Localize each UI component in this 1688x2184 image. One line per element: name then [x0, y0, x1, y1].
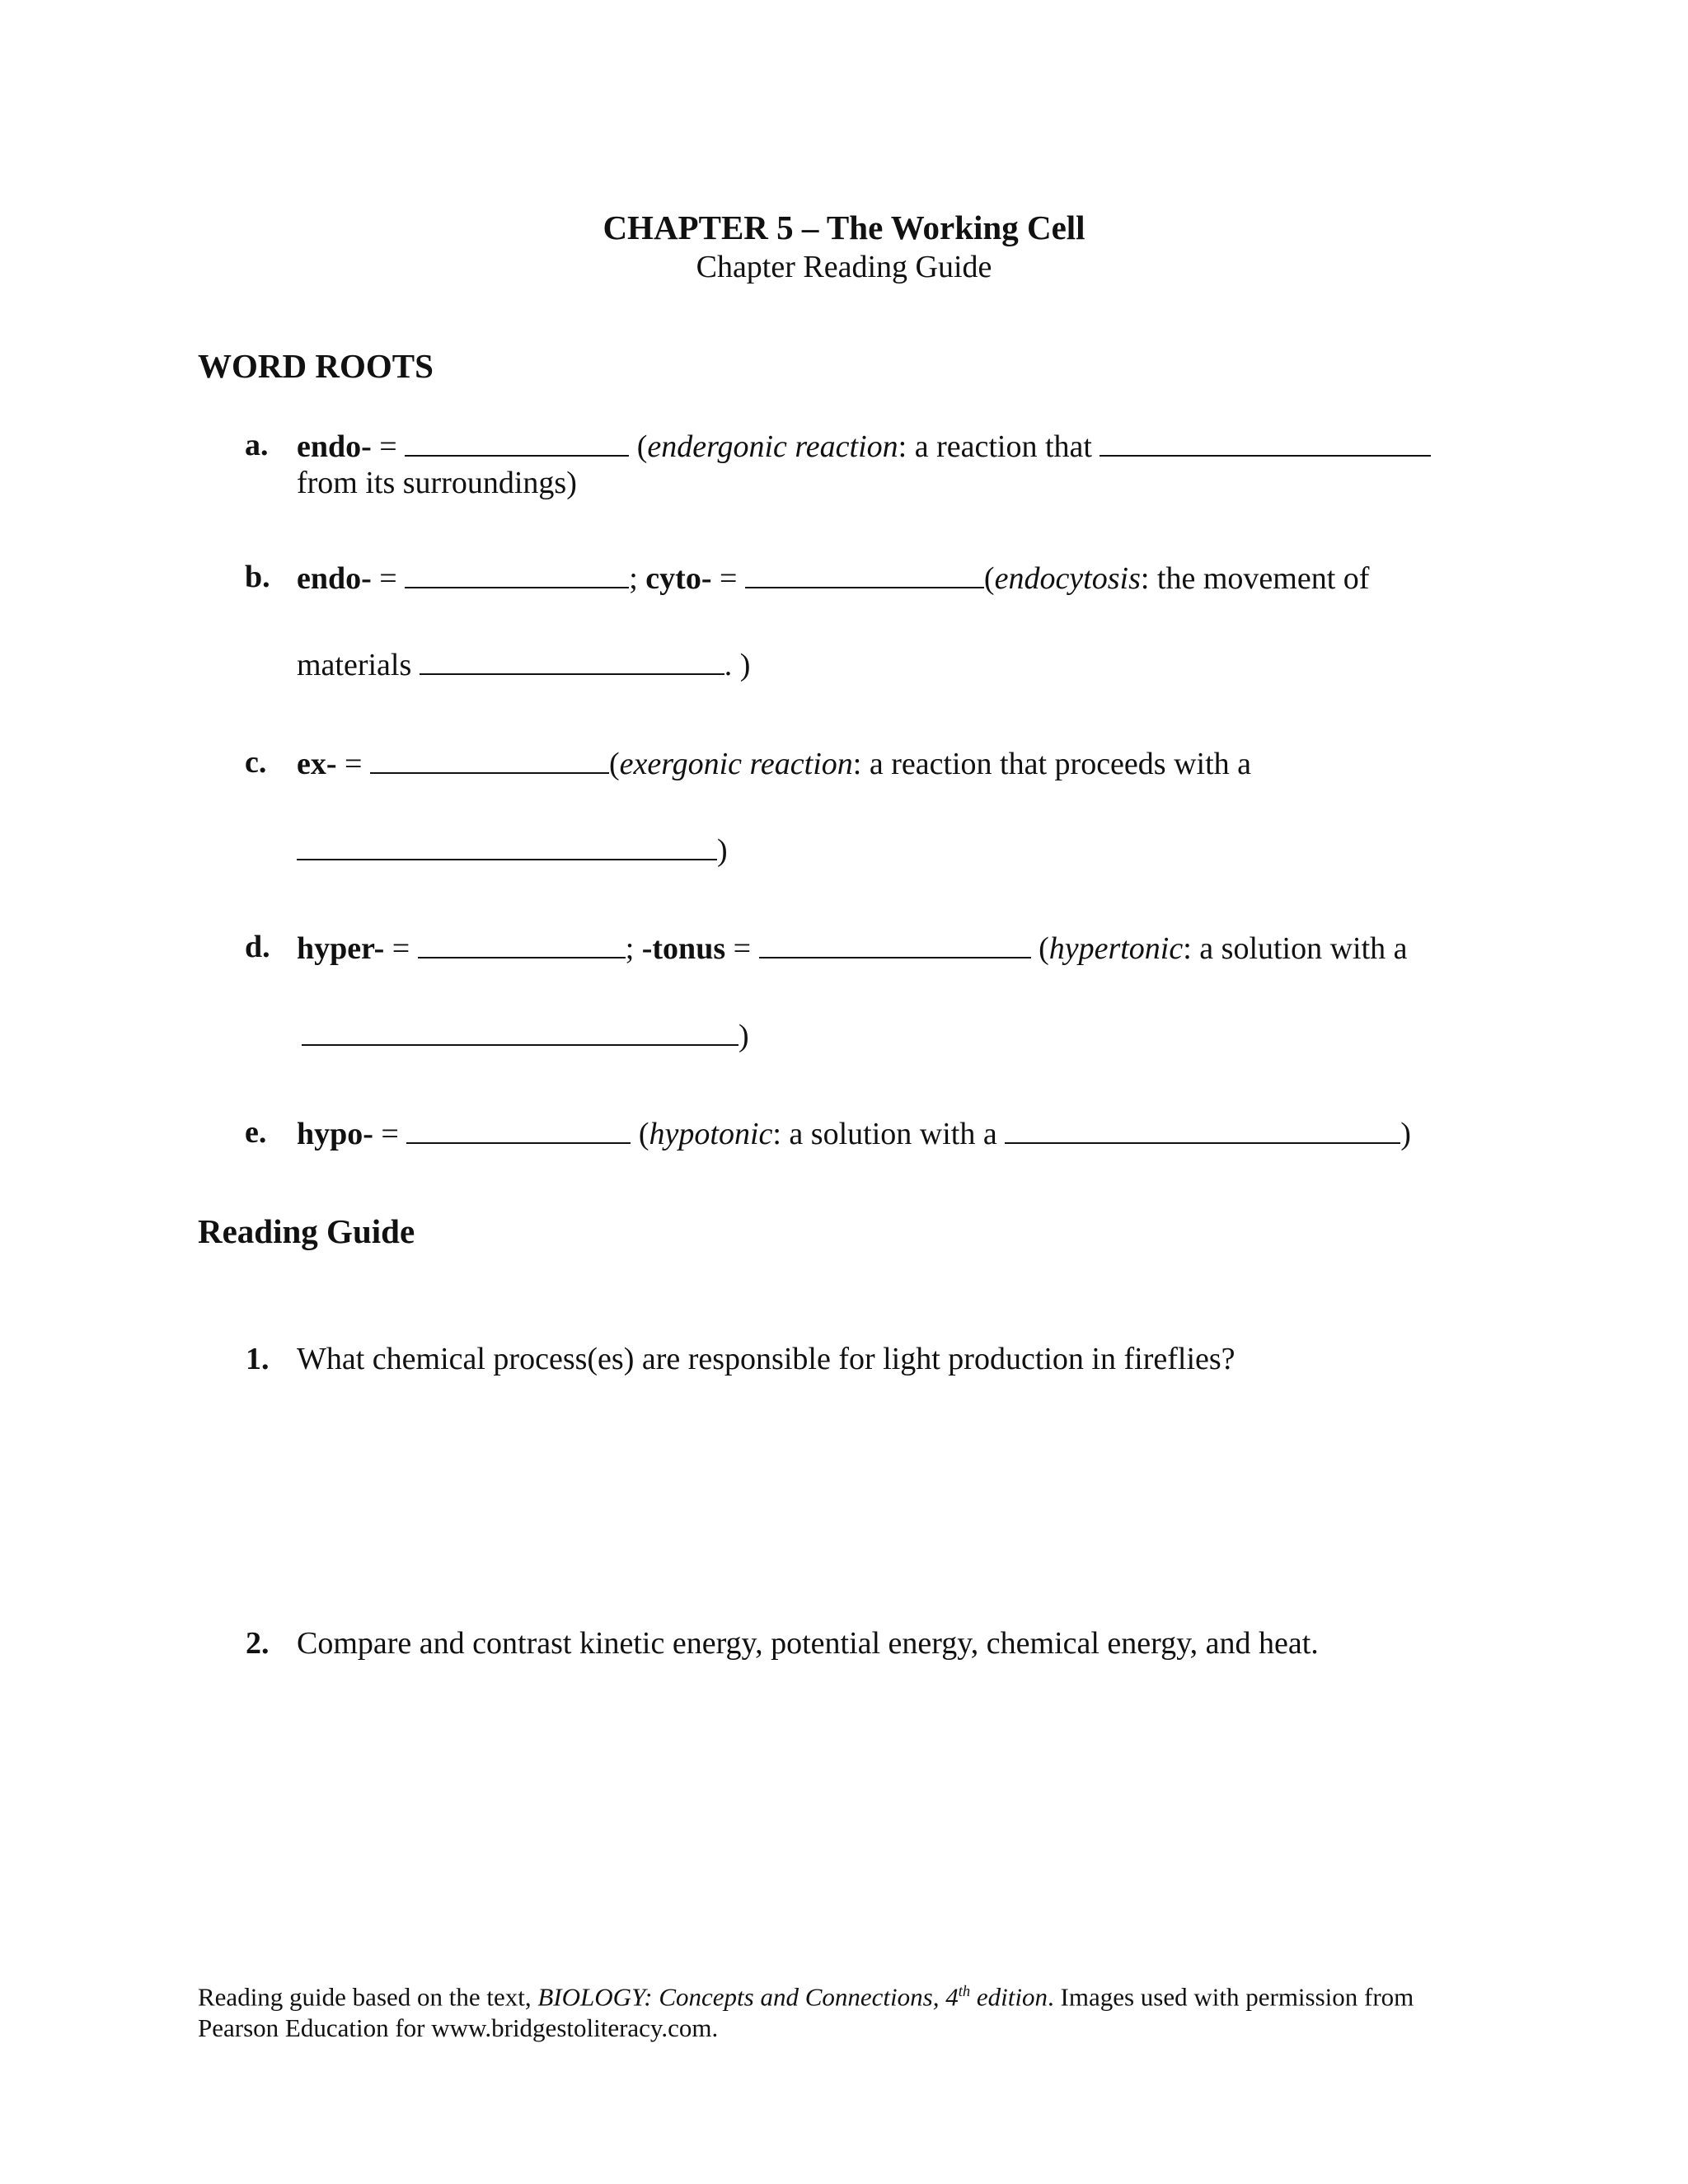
blank-a1[interactable] — [405, 427, 629, 457]
term-exergonic: exergonic reaction — [619, 747, 853, 781]
word-root-c-line1: ex- = (exergonic reaction: a reaction that proceeds with a — [297, 744, 1251, 782]
root-cyto: cyto- — [645, 561, 712, 596]
root-ex: ex- — [297, 747, 337, 781]
footer-note: Reading guide based on the text, BIOLOGY: Concepts and Connections, 4th edition. Images used with permission from Pearson Education for www.bridgestoliteracy.com. — [198, 1982, 1414, 2043]
question-number: 1. — [246, 1342, 270, 1376]
item-marker-a: a. — [245, 428, 269, 462]
page-subtitle: Chapter Reading Guide — [696, 250, 992, 284]
blank-d1[interactable] — [418, 929, 626, 958]
word-root-b-line2: materials . ) — [297, 645, 750, 683]
word-root-b-line1: endo- = ; cyto- = (endocytosis: the movement of — [297, 559, 1369, 597]
word-root-a-line2: from its surroundings) — [297, 466, 577, 500]
term-endergonic: endergonic reaction — [647, 429, 898, 464]
word-roots-heading: WORD ROOTS — [198, 347, 434, 385]
root-tonus: -tonus — [641, 931, 726, 966]
term-endocytosis: endocytosis — [994, 561, 1141, 596]
word-root-a-line1: endo- = (endergonic reaction: a reaction that — [297, 427, 1431, 465]
book-title: BIOLOGY: Concepts and Connections, 4 — [537, 1982, 959, 2012]
blank-e2[interactable] — [1005, 1114, 1400, 1144]
word-root-d-line2: ) — [302, 1016, 749, 1054]
blank-c2[interactable] — [297, 831, 717, 860]
word-root-c-line2: ) — [297, 831, 728, 869]
term-hypotonic: hypotonic — [649, 1117, 773, 1151]
term-hypertonic: hypertonic — [1048, 931, 1184, 966]
question-text: What chemical process(es) are responsible for light production in fireflies? — [297, 1342, 1236, 1376]
question-text: Compare and contrast kinetic energy, potential energy, chemical energy, and heat. — [297, 1626, 1319, 1661]
word-root-e-line1: hypo- = (hypotonic: a solution with a ) — [297, 1114, 1411, 1152]
word-root-d-line1: hyper- = ; -tonus = (hypertonic: a solution with a — [297, 929, 1408, 967]
reading-guide-heading: Reading Guide — [198, 1212, 415, 1250]
blank-b1[interactable] — [405, 559, 629, 588]
item-marker-e: e. — [245, 1115, 267, 1150]
page-title: CHAPTER 5 – The Working Cell — [603, 209, 1085, 246]
root-hypo: hypo- — [297, 1117, 373, 1151]
root-endo: endo- — [297, 561, 372, 596]
item-marker-c: c. — [245, 745, 267, 780]
blank-b2[interactable] — [745, 559, 984, 588]
question-number: 2. — [246, 1626, 270, 1661]
item-marker-b: b. — [245, 560, 270, 594]
root-hyper: hyper- — [297, 931, 385, 966]
item-marker-d: d. — [245, 930, 270, 964]
blank-a2[interactable] — [1100, 427, 1431, 457]
root-endo: endo- — [297, 429, 372, 464]
blank-d2[interactable] — [759, 929, 1031, 958]
blank-c1[interactable] — [370, 744, 609, 774]
footer-line2: Pearson Education for www.bridgestoliteracy.com. — [198, 2013, 719, 2043]
blank-b3[interactable] — [420, 645, 724, 675]
blank-e1[interactable] — [406, 1114, 631, 1144]
blank-d3[interactable] — [302, 1016, 738, 1046]
